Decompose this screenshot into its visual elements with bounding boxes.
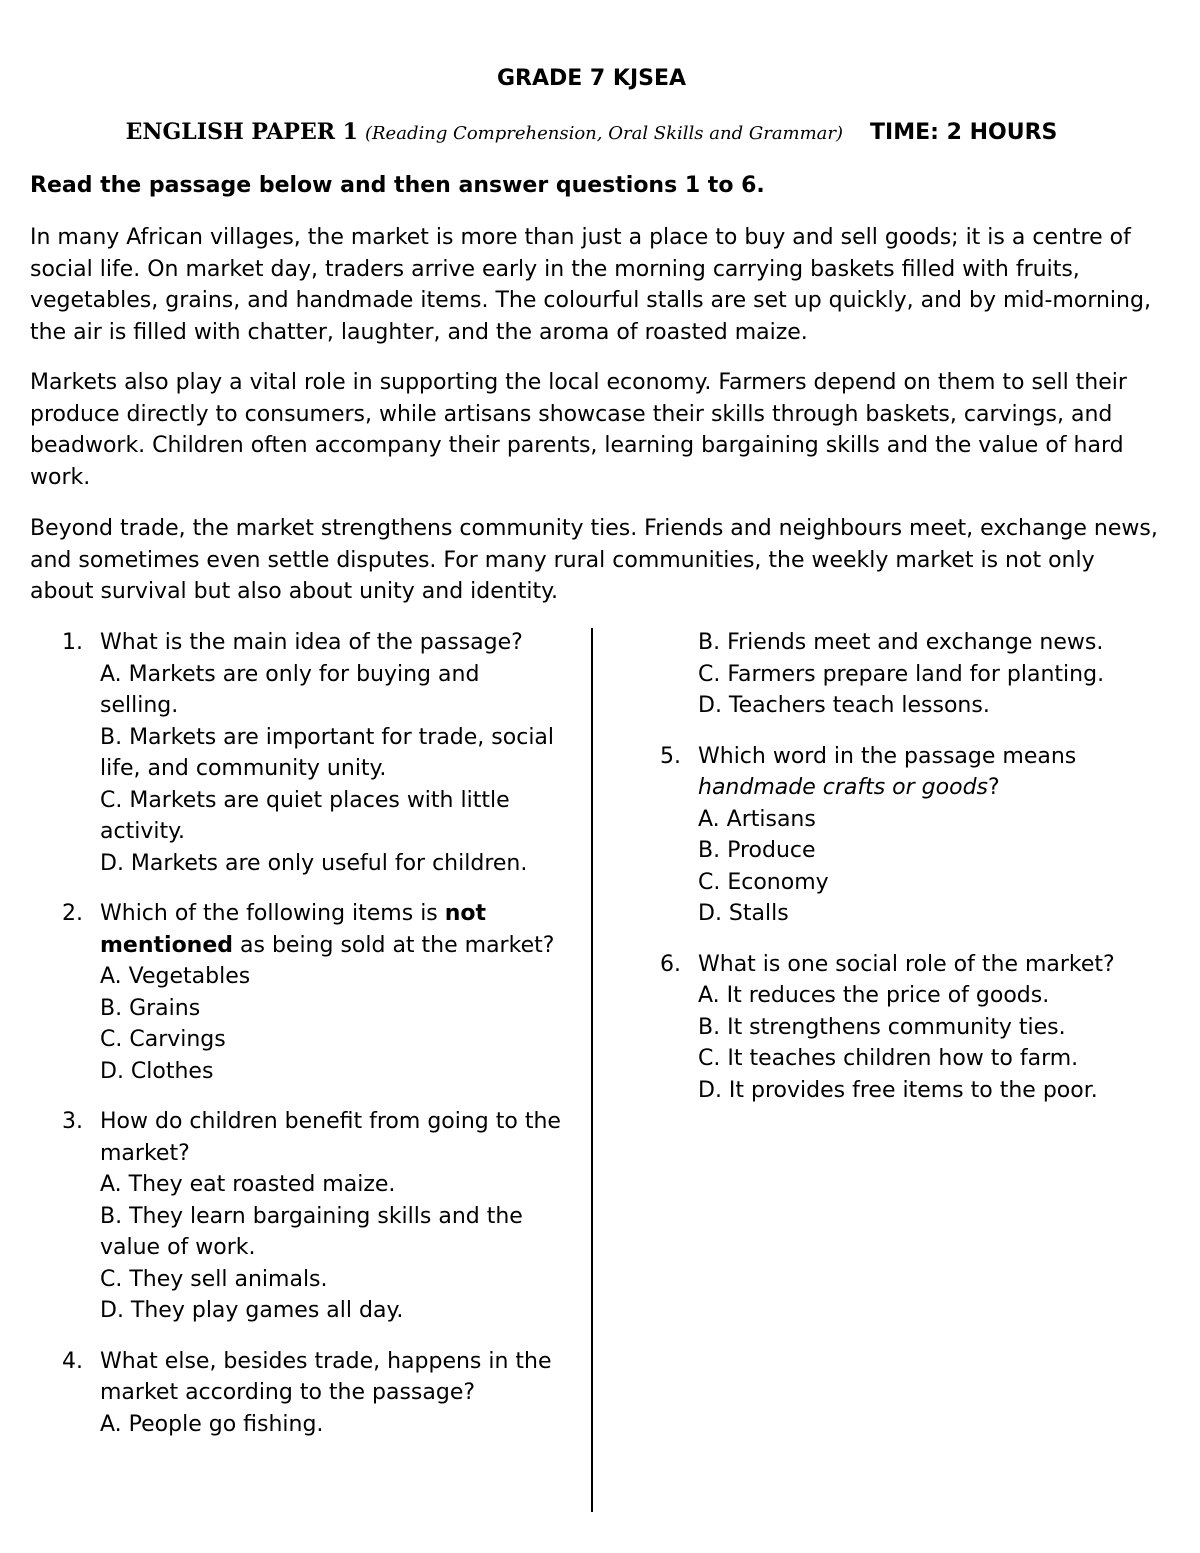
questions-left-column bbox=[62, 627, 562, 1440]
option-b: B. Markets are important for trade, social life, and community unity. bbox=[100, 724, 555, 781]
option-b: B. Grains bbox=[100, 995, 201, 1021]
option-c: C. Economy bbox=[698, 869, 829, 895]
option-b: B. It strengthens community ties. bbox=[698, 1014, 1066, 1040]
option-d: D. Markets are only useful for children. bbox=[100, 850, 528, 876]
option-a: A. They eat roasted maize. bbox=[100, 1172, 396, 1197]
option-c: C. Markets are quiet places with little activity. bbox=[100, 787, 510, 844]
question-stem: Which of the following items is not mentioned as being sold at the market? bbox=[100, 901, 555, 958]
emphasis-text: handmade crafts or goods bbox=[698, 775, 988, 800]
passage-paragraph-3: Beyond trade, the market strengthens community ties. Friends and neighbours meet, exchange news, and sometimes even settle disputes. For many rural communities, the weekly market is not only about survival but also about unity and identity. bbox=[30, 516, 1158, 604]
question-number: 1. bbox=[62, 630, 83, 655]
question-2 bbox=[62, 898, 562, 1087]
question-number: 2. bbox=[62, 901, 83, 926]
option-c: C. It teaches children how to farm. bbox=[698, 1046, 1079, 1071]
question-number: 5. bbox=[660, 743, 681, 769]
option-b: B. Friends meet and exchange news. bbox=[698, 630, 1104, 655]
question-number: 4. bbox=[62, 1348, 83, 1374]
paper-name: ENGLISH PAPER 1 bbox=[125, 119, 358, 145]
page-title: GRADE 7 KJSEA bbox=[496, 66, 687, 91]
option-c: C. Carvings bbox=[100, 1027, 226, 1052]
question-number: 3. bbox=[62, 1109, 83, 1134]
emphasis-text: not mentioned bbox=[100, 901, 487, 958]
question-stem: What else, besides trade, happens in the market according to the passage? bbox=[100, 1348, 552, 1405]
column-divider bbox=[591, 628, 593, 1512]
question-3 bbox=[62, 1106, 562, 1327]
question-stem: Which word in the passage means handmade crafts or goods? bbox=[698, 743, 1077, 800]
passage-paragraph-2: Markets also play a vital role in supporting the local economy. Farmers depend on them to sell their produce directly to consumers, while artisans showcase their skills through baskets, carvings, and beadwork. Children often accompany their parents, learning bargaining skills and the value of hard work. bbox=[30, 370, 1127, 490]
option-a: A. Artisans bbox=[698, 806, 816, 832]
option-d: D. Teachers teach lessons. bbox=[698, 693, 990, 718]
question-4 bbox=[62, 1346, 562, 1441]
option-b: B. Produce bbox=[698, 838, 816, 863]
option-c: C. Farmers prepare land for planting. bbox=[698, 661, 1105, 687]
option-a: A. Vegetables bbox=[100, 964, 251, 989]
question-1 bbox=[62, 627, 562, 879]
option-b: B. They learn bargaining skills and the value of work. bbox=[100, 1203, 523, 1260]
option-d: D. Clothes bbox=[100, 1058, 214, 1084]
question-4-continued bbox=[660, 627, 1160, 722]
option-a: A. It reduces the price of goods. bbox=[698, 983, 1050, 1008]
question-number: 6. bbox=[660, 951, 681, 977]
option-a: A. Markets are only for buying and selling. bbox=[100, 661, 480, 718]
paper-subtitle: (Reading Comprehension, Oral Skills and Grammar) bbox=[364, 123, 844, 144]
question-stem: How do children benefit from going to the market? bbox=[100, 1109, 561, 1166]
question-stem: What is the main idea of the passage? bbox=[100, 630, 523, 655]
questions-right-column bbox=[660, 627, 1160, 1125]
instruction-text: Read the passage below and then answer questions 1 to 6. bbox=[30, 173, 765, 198]
option-a: A. People go fishing. bbox=[100, 1411, 324, 1437]
option-d: D. Stalls bbox=[698, 901, 789, 926]
option-c: C. They sell animals. bbox=[100, 1266, 328, 1292]
option-d: D. They play games all day. bbox=[100, 1298, 404, 1323]
question-6 bbox=[660, 949, 1160, 1107]
question-5 bbox=[660, 741, 1160, 930]
question-stem: What is one social role of the market? bbox=[698, 951, 1115, 977]
paper-header bbox=[0, 119, 1183, 145]
time-allowed: TIME: 2 HOURS bbox=[870, 120, 1058, 145]
passage-paragraph-1: In many African villages, the market is more than just a place to buy and sell goods; it is a centre of social life. On market day, traders arrive early in the morning carrying baskets filled with fruits, vegetables, grains, and handmade items. The colourful stalls are set up quickly, and by mid-morning, the air is filled with chatter, laughter, and the aroma of roasted maize. bbox=[30, 225, 1151, 345]
option-d: D. It provides free items to the poor. bbox=[698, 1077, 1098, 1103]
